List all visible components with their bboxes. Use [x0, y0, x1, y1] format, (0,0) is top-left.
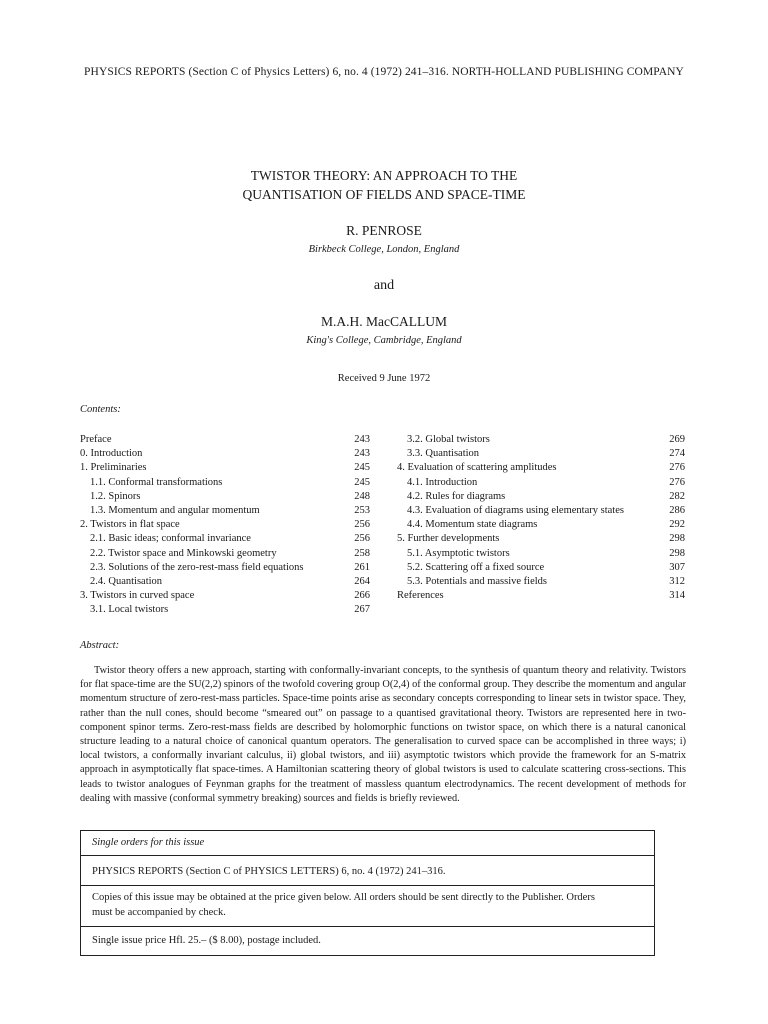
paper-title [0, 166, 768, 204]
contents-left-column [80, 433, 370, 617]
orders-instructions-line-2: must be accompanied by check. [92, 907, 226, 918]
contents-entry-title: 4.2. Rules for diagrams [407, 490, 506, 502]
orders-box [80, 830, 655, 956]
contents-entry-title: 2.4. Quantisation [90, 575, 163, 587]
contents-entry [397, 461, 685, 475]
contents-entry-title: 5. Further developments [397, 533, 500, 545]
contents-entry [397, 532, 685, 546]
contents-entry-title: 4. Evaluation of scattering amplitudes [397, 462, 557, 474]
contents-entry [397, 504, 685, 518]
contents-entry [80, 532, 370, 546]
author-2: M.A.H. MacCALLUM [321, 314, 447, 329]
contents-entry [80, 504, 370, 518]
contents-entry [80, 461, 370, 475]
contents-entry [80, 547, 370, 561]
affiliation-2: King's College, Cambridge, England [306, 335, 462, 346]
contents-entry-title: 0. Introduction [80, 448, 143, 460]
contents-entry-page: 243 [354, 434, 370, 445]
contents-entry [80, 476, 370, 490]
orders-instructions-line-1: Copies of this issue may be obtained at the price given below. All orders should be sent directly to the Publisher. Orders [92, 892, 595, 903]
contents-entry [397, 547, 685, 561]
contents-entry [80, 561, 370, 575]
contents-entry-title: 2.3. Solutions of the zero-rest-mass field equations [90, 561, 304, 573]
contents-entry-title: 1.1. Conformal transformations [90, 476, 223, 488]
contents-entry-title: References [397, 590, 444, 602]
affiliation-1: Birkbeck College, London, England [308, 244, 460, 255]
journal-citation-line: PHYSICS REPORTS (Section C of Physics Letters) 6, no. 4 (1972) 241–316. NORTH-HOLLAND PUBLISHING COMPANY [84, 66, 684, 78]
contents-entry [397, 575, 685, 589]
contents-entry-page: 314 [669, 590, 685, 602]
orders-journal-line: PHYSICS REPORTS (Section C of PHYSICS LETTERS) 6, no. 4 (1972) 241–316. [92, 866, 446, 877]
contents-entry [80, 490, 370, 504]
title-line-1: TWISTOR THEORY: AN APPROACH TO THE [250, 168, 518, 183]
contents-entry-title: 1.3. Momentum and angular momentum [90, 504, 260, 516]
contents-entry-page: 245 [354, 476, 370, 488]
contents-entry-page: 261 [354, 561, 370, 573]
orders-divider-3 [81, 926, 654, 927]
contents-entry-title: 4.4. Momentum state diagrams [407, 519, 538, 531]
contents-entry-title: 1. Preliminaries [80, 462, 147, 474]
contents-entry-page: 253 [354, 504, 370, 516]
orders-divider-1 [81, 855, 654, 856]
contents-entry-title: 5.2. Scattering off a fixed source [407, 561, 545, 573]
contents-entry-page: 264 [354, 575, 370, 587]
contents-entry [80, 575, 370, 589]
received-date: Received 9 June 1972 [337, 373, 431, 384]
contents-entry-title: 1.2. Spinors [90, 490, 141, 502]
contents-entry-title: 5.1. Asymptotic twistors [407, 547, 510, 559]
contents-entry-page: 282 [669, 490, 685, 502]
contents-entry-page: 266 [354, 590, 370, 602]
author-1: R. PENROSE [346, 223, 422, 238]
contents-entry-title: 2.1. Basic ideas; conformal invariance [90, 533, 251, 545]
orders-divider-2 [81, 885, 654, 886]
contents-entry-page: 258 [354, 547, 370, 559]
abstract-text: Twistor theory offers a new approach, starting with conformally-invariant concepts, to the synthesis of quantum theory and relativity. Twistors for flat space-time are the SU(2,2) spinors of the twofold covering group O(2,4) of the conformal group. They describe the momentum and angular momentum structure of zero-rest-mass particles. Space-time points arise as secondary concepts corresponding to linear sets in twistor space. They, rather than the null cones, should become “smeared out” on passage to a quantised gravitational theory. Twistors are represented here in two-component spinor terms. Zero-rest-mass fields are described by holomorphic functions on twistor space, on which there is a natural canonical structure leading to a natural choice of canonical quantum operators. The generalisation to curved space can be accomplished in three ways; i) local twistors, a conformally invariant calculus, ii) global twistors, and iii) asymptotic twistors which provide the framework for an S-matrix approach in asymptotically flat space-times. A Hamiltonian scattering theory of global twistors is used to calculate scattering cross-sections. This leads to twistor analogues of Feynman graphs for the treatment of massless quantum electrodynamics. The recent development of methods for dealing with massive (conformal symmetry breaking) sources and fields is briefly reviewed. [80, 665, 686, 804]
contents-entry [397, 490, 685, 504]
contents-entry-page: 276 [669, 476, 685, 488]
contents-entry-title: 3.3. Quantisation [407, 448, 480, 460]
contents-entry-page: 245 [354, 462, 370, 474]
contents-entry [80, 433, 370, 447]
contents-entry-title: 3.1. Local twistors [90, 604, 169, 616]
orders-heading: Single orders for this issue [92, 837, 205, 848]
contents-entry-page: 274 [669, 448, 685, 460]
contents-entry [397, 561, 685, 575]
contents-entry [397, 518, 685, 532]
contents-entry-page: 298 [669, 533, 685, 545]
orders-price-line: Single issue price Hfl. 25.– ($ 8.00), postage included. [92, 935, 321, 946]
contents-entry-page: 276 [669, 462, 685, 474]
contents-entry-title: 2.2. Twistor space and Minkowski geometry [90, 547, 277, 559]
contents-entry-page: 267 [354, 604, 370, 616]
contents-entry-title: 2. Twistors in flat space [80, 519, 180, 531]
contents-entry [397, 476, 685, 490]
contents-entry [397, 433, 685, 447]
title-line-2: QUANTISATION OF FIELDS AND SPACE-TIME [242, 187, 526, 202]
contents-right-column [397, 433, 685, 603]
contents-entry-title: 4.1. Introduction [407, 476, 478, 488]
contents-entry-title: Preface [80, 434, 112, 445]
contents-entry-title: 5.3. Potentials and massive fields [407, 575, 547, 587]
contents-entry-page: 269 [669, 434, 685, 445]
contents-entry [80, 447, 370, 461]
contents-entry [397, 589, 685, 603]
contents-label: Contents: [80, 404, 121, 415]
contents-entry [397, 447, 685, 461]
contents-entry-title: 3. Twistors in curved space [80, 590, 195, 602]
contents-entry-page: 298 [669, 547, 685, 559]
contents-entry-page: 307 [669, 561, 685, 573]
contents-entry-title: 3.2. Global twistors [407, 434, 490, 445]
contents-entry [80, 589, 370, 603]
contents-entry-page: 243 [354, 448, 370, 460]
contents-entry-page: 292 [669, 519, 685, 531]
contents-entry-page: 312 [669, 575, 685, 587]
contents-entry [80, 518, 370, 532]
contents-entry-page: 256 [354, 519, 370, 531]
abstract-label: Abstract: [80, 640, 120, 651]
contents-entry-page: 248 [354, 490, 370, 502]
contents-entry-title: 4.3. Evaluation of diagrams using elementary states [407, 504, 624, 516]
contents-entry-page: 256 [354, 533, 370, 545]
author-conjunction: and [373, 278, 395, 293]
contents-entry-page: 286 [669, 504, 685, 516]
contents-entry [80, 603, 370, 617]
